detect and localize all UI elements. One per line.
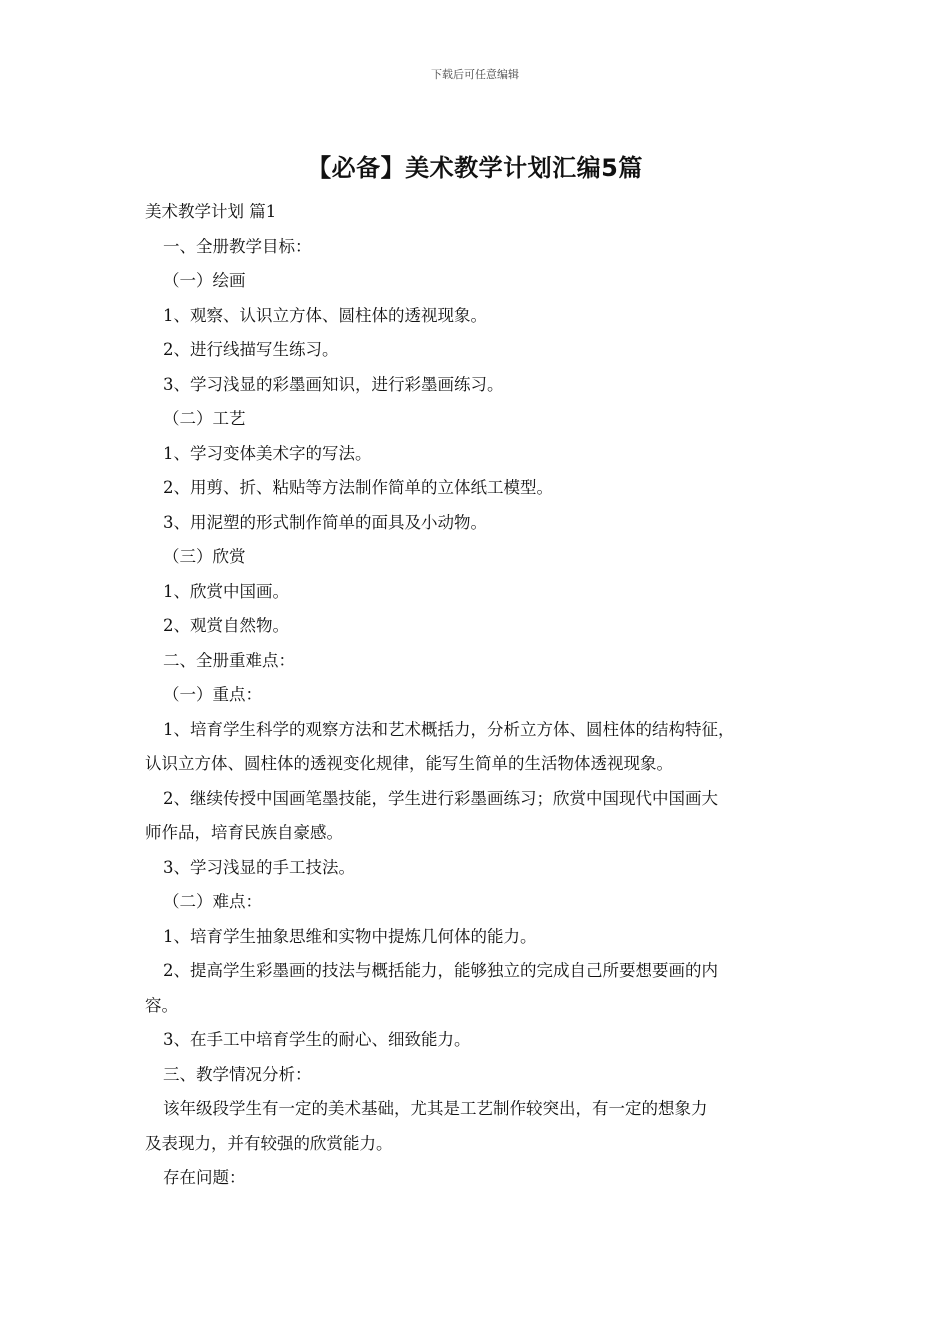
body-line: 存在问题：: [163, 1168, 246, 1187]
body-line: 容。: [145, 995, 178, 1015]
document-title: 【必备】美术教学计划汇编5篇: [307, 154, 643, 182]
body-line: 二、全册重难点：: [163, 650, 295, 670]
body-line: 三、教学情况分析：: [163, 1064, 312, 1084]
body-line: 3、在手工中培育学生的耐心、细致能力。: [163, 1030, 471, 1049]
body-line: 师作品，培育民族自豪感。: [145, 823, 343, 842]
body-line: 1、学习变体美术字的写法。: [163, 443, 372, 463]
body-line: 3、用泥塑的形式制作简单的面具及小动物。: [163, 512, 487, 532]
body-line: 认识立方体、圆柱体的透视变化规律，能写生简单的生活物体透视现象。: [145, 754, 673, 773]
body-line: 美术教学计划 篇1: [145, 202, 277, 221]
body-line: （一）绘画: [163, 271, 246, 290]
body-line: 2、进行线描写生练习。: [163, 340, 339, 359]
body-line: 一、全册教学目标：: [163, 236, 312, 256]
body-line: 2、用剪、折、粘贴等方法制作简单的立体纸工模型。: [163, 478, 553, 497]
body-line: 1、观察、认识立方体、圆柱体的透视现象。: [163, 305, 487, 325]
body-line: 2、观赏自然物。: [163, 616, 289, 635]
body-line: 2、继续传授中国画笔墨技能，学生进行彩墨画练习；欣赏中国现代中国画大: [163, 788, 718, 808]
body-line: 1、培育学生科学的观察方法和艺术概括力，分析立方体、圆柱体的结构特征，: [163, 719, 735, 739]
body-line: 3、学习浅显的彩墨画知识，进行彩墨画练习。: [163, 374, 504, 394]
body-line: （三）欣赏: [163, 547, 246, 566]
body-line: 1、欣赏中国画。: [163, 581, 289, 601]
document-body: [145, 198, 825, 1199]
body-line: （一）重点：: [163, 685, 262, 704]
body-line: 1、培育学生抽象思维和实物中提炼几何体的能力。: [163, 926, 537, 946]
body-line: （二）工艺: [163, 409, 246, 428]
body-line: 该年级段学生有一定的美术基础，尤其是工艺制作较突出，有一定的想象力: [163, 1099, 708, 1118]
body-line: （二）难点：: [163, 892, 262, 911]
header-note: 下载后可任意编辑: [431, 68, 519, 81]
body-line: 3、学习浅显的手工技法。: [163, 857, 355, 877]
body-line: 2、提高学生彩墨画的技法与概括能力，能够独立的完成自己所要想要画的内: [163, 961, 718, 980]
body-line: 及表现力，并有较强的欣赏能力。: [145, 1133, 393, 1153]
